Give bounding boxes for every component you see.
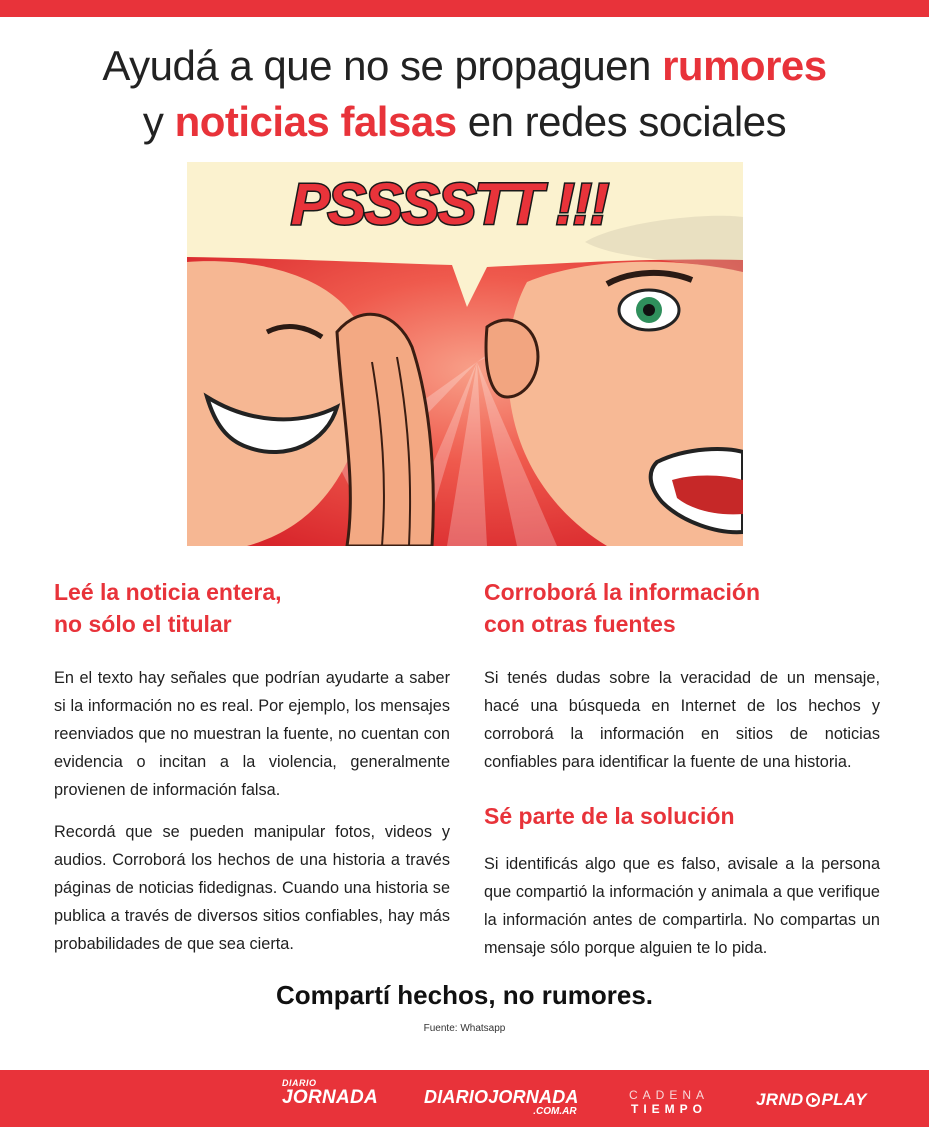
cadena-tiempo-logo[interactable]: CADENA TIEMPO: [629, 1088, 710, 1116]
whisper-illustration: [187, 162, 743, 546]
right-paragraph-1: Si tenés dudas sobre la veracidad de un mensaje, hacé una búsqueda en Internet de los hechos y corroborá la información en sitios de noticias confiables para identificar la fuente de una historia.: [484, 669, 880, 771]
headline-line2: y noticias falsas en redes sociales: [142, 98, 787, 145]
right-column-title-1: Corroborá la información con otras fuentes: [484, 579, 761, 637]
headline-highlight-rumores: rumores: [662, 42, 827, 89]
source-credit: Fuente: Whatsapp: [423, 1023, 506, 1034]
footer-slogan: Compartí hechos, no rumores.: [275, 980, 654, 1010]
left-paragraph-1: En el texto hay señales que podrían ayudarte a saber si la información no es real. Por ejemplo, los mensajes reenviados que no muestran la fuente, no cuentan con evidencia o incitan a la violencia, generalmente provienen de información falsa.: [54, 669, 450, 799]
pssst-text: PSSSSTT !!!: [290, 172, 608, 237]
right-paragraph-2: Si identificás algo que es falso, avisale a la persona que compartió la información y animala a que verifique la información antes de compartirla. No compartas un mensaje sólo porque alguien te lo pida.: [484, 855, 880, 957]
left-paragraph-2: Recordá que se pueden manipular fotos, videos y audios. Corroborá los hechos de una historia a través páginas de noticias fidedignas. Cuando una historia se publica a través de diversos sitios confiables, hay más probabilidades de que sea cierta.: [54, 823, 450, 953]
top-accent-bar: [0, 0, 929, 17]
left-column-title: Leé la noticia entera, no sólo el titular: [54, 579, 282, 637]
jrnd-play-logo[interactable]: JRND PLAY: [756, 1090, 867, 1109]
right-column-title-2: Sé parte de la solución: [484, 803, 735, 829]
comic-whisper-image: [187, 162, 743, 546]
headline-highlight-noticias-falsas: noticias falsas: [174, 98, 457, 145]
headline: [0, 38, 929, 150]
play-icon: [806, 1093, 820, 1107]
left-column: [54, 576, 450, 958]
right-column: [484, 576, 880, 962]
diariojornada-com-ar-logo[interactable]: DIARIOJORNADA .COM.AR: [424, 1087, 579, 1117]
bottom-logo-bar: [0, 1070, 929, 1127]
ear: [486, 320, 538, 397]
headline-line1: Ayudá a que no se propaguen rumores: [102, 42, 827, 89]
diario-jornada-logo[interactable]: DIARIO JORNADA: [282, 1078, 379, 1108]
